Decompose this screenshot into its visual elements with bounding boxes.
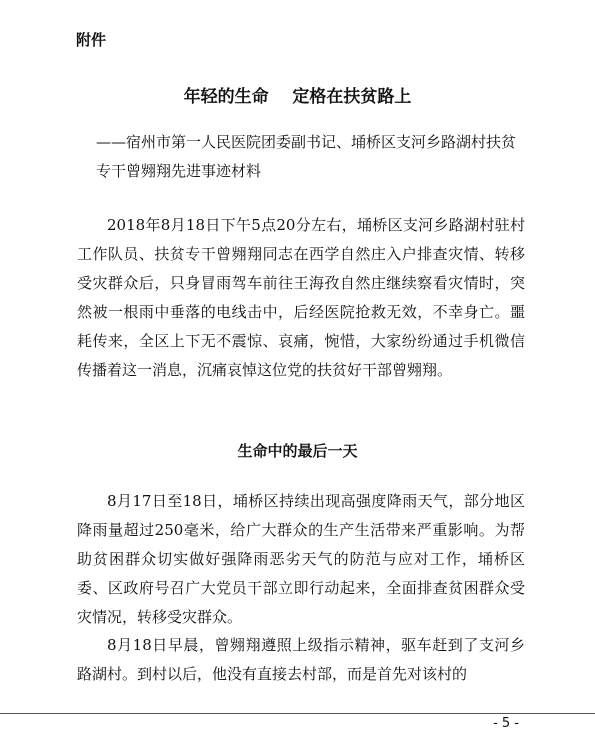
document-title: 年轻的生命 定格在扶贫路上 bbox=[183, 87, 412, 107]
section-heading: 生命中的最后一天 bbox=[237, 442, 358, 460]
body-paragraph-continued: 8月18日早晨，曾翙翔遵照上级指示精神，驱车赶到了支河乡路湖村。到村以后，他没有直接去村部，而是首先对该村的 bbox=[77, 636, 525, 683]
document-subtitle: ——宿州市第一人民医院团委副书记、埇桥区支河乡路湖村扶贫专干曾翙翔先进事迹材料 bbox=[96, 133, 517, 180]
page-number: - 5 - bbox=[493, 716, 519, 731]
intro-paragraph: 2018年8月18日下午5点20分左右，埇桥区支河乡路湖村驻村工作队员、扶贫专干曾翙翔同志在西学自然庄入户排查灾情、转移受灾群众后，只身冒雨驾车前往王海孜自然庄继续察看灾情时，突然被一根雨中垂落的电线击中，后经医院抢救无效，不幸身亡。噩耗传来，全区上下无不震惊、哀痛，惋惜，大家纷纷通过手机微信传播着这一消息，沉痛哀悼这位党的扶贫好干部曾翙翔。 bbox=[77, 216, 525, 379]
body-paragraph: 8月17日至18日，埇桥区持续出现高强度降雨天气，部分地区降雨量超过250毫米，给广大群众的生产生活带来严重影响。为帮助贫困群众切实做好强降雨恶劣天气的防范与应对工作，埇桥区委、区政府号召广大党员干部立即行动起来，全面排查贫困群众受灾情况，转移受灾群众。 bbox=[77, 492, 525, 626]
attachment-label: 附件 bbox=[76, 31, 107, 49]
footer-divider bbox=[0, 713, 595, 714]
